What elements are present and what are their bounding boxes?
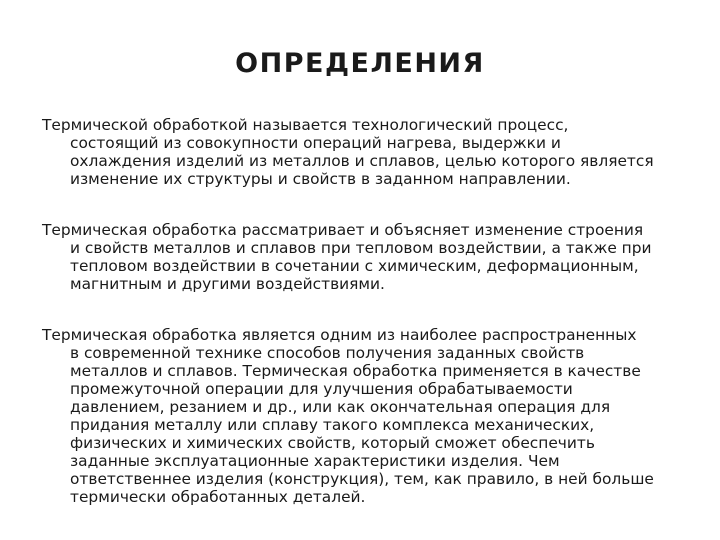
paragraph-line: в современной технике способов получения заданных свойств [70,344,585,362]
paragraph-line: термически обработанных деталей. [70,488,366,506]
paragraph-line: Термическая обработка рассматривает и объясняет изменение строения [42,221,644,239]
paragraph-line: ответственнее изделия (конструкция), тем, как правило, в ней больше [70,470,654,488]
paragraph-line: металлов и сплавов. Термическая обработка применяется в качестве [70,362,641,380]
paragraph-line: охлаждения изделий из металлов и сплавов, целью которого является [70,152,654,170]
paragraph-line: Термической обработкой называется технологический процесс, [42,116,569,134]
paragraph-line: давлением, резанием и др., или как окончательная операция для [70,398,611,416]
paragraph-line: Термическая обработка является одним из наиболее распространенных [42,326,637,344]
paragraph-line: придания металлу или сплаву такого комплекса механических, [70,416,595,434]
paragraph-line: магнитным и другими воздействиями. [70,275,385,293]
definition-paragraph-3 [42,326,682,506]
definition-paragraph-2 [42,221,682,293]
paragraph-line: и свойств металлов и сплавов при тепловом воздействии, а также при [70,239,652,257]
paragraph-line: изменение их структуры и свойств в заданном направлении. [70,170,571,188]
paragraph-line: промежуточной операции для улучшения обрабатываемости [70,380,573,398]
definition-paragraph-1 [42,116,682,188]
paragraph-line: тепловом воздействии в сочетании с химическим, деформационным, [70,257,639,275]
paragraph-line: заданные эксплуатационные характеристики изделия. Чем [70,452,560,470]
paragraph-line: физических и химических свойств, который сможет обеспечить [70,434,595,452]
slide-title: ОПРЕДЕЛЕНИЯ [235,48,485,79]
paragraph-line: состоящий из совокупности операций нагрева, выдержки и [70,134,561,152]
